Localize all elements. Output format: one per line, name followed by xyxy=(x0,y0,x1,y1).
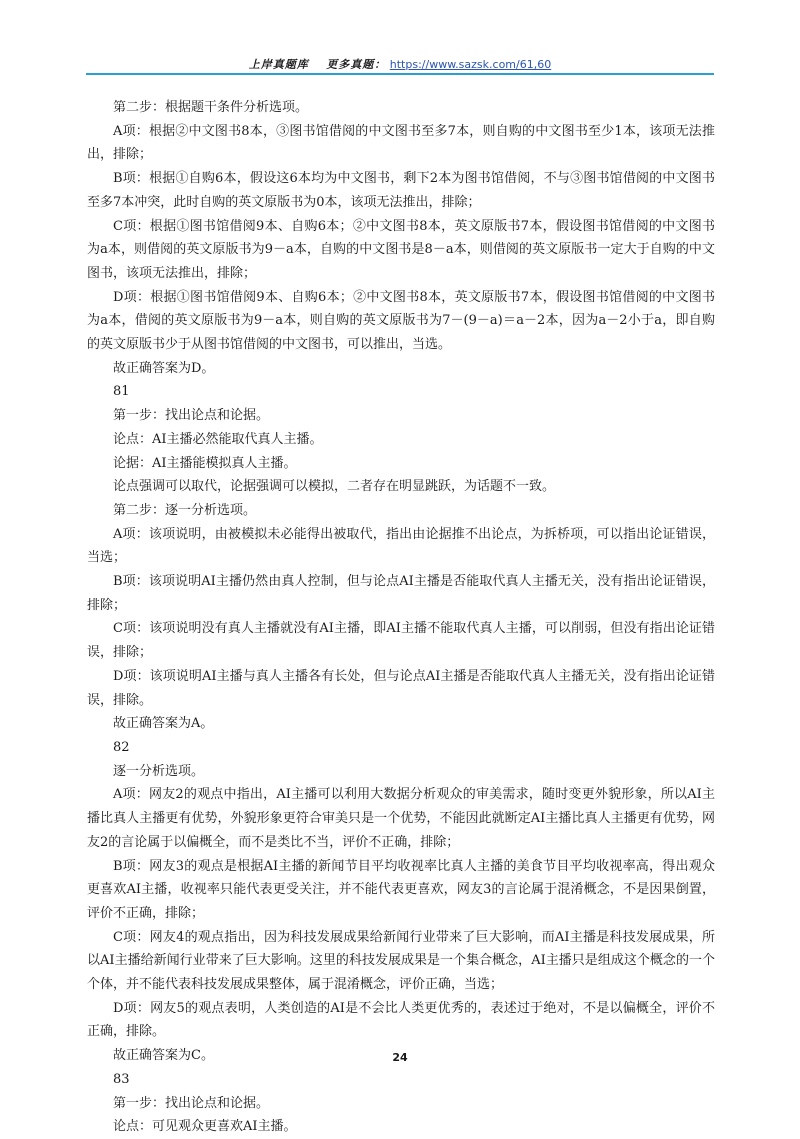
header-more-label: 更多真题： xyxy=(326,58,387,71)
paragraph: B项：根据①自购6本，假设这6本均为中文图书，剩下2本为图书馆借阅，不与③图书馆借阅的中文图书至多7本冲突，此时自购的英文原版书为0本，该项无法推出，排除； xyxy=(87,171,715,210)
paragraph: 第一步：找出论点和论据。 xyxy=(113,1095,270,1111)
paragraph: C项：根据①图书馆借阅9本、自购6本；②中文图书8本，英文原版书7本，假设图书馆借阅的中文图书为a本，则借阅的英文原版书为9－a本，自购的中文图书是8－a本，则借阅的英文原版书一定大于自购的中文图书，该项无法推出，排除； xyxy=(87,218,715,281)
paragraph: C项：该项说明没有真人主播就没有AI主播，即AI主播不能取代真人主播，可以削弱，但没有指出论证错误，排除； xyxy=(87,621,715,661)
paragraph: 论点：可见观众更喜欢AI主播。 xyxy=(113,1119,297,1135)
paragraph: A项：根据②中文图书8本，③图书馆借阅的中文图书至多7本，则自购的中文图书至少1本，该项无法推出，排除； xyxy=(87,123,715,163)
paragraph: 逐一分析选项。 xyxy=(113,763,205,779)
header-brand: 上岸真题库 xyxy=(248,58,309,71)
page-number: 24 xyxy=(392,1051,408,1064)
paragraph: B项：该项说明AI主播仍然由真人控制，但与论点AI主播是否能取代真人主播无关，没有指出论证错误，排除； xyxy=(87,574,715,613)
paragraph: D项：网友5的观点表明，人类创造的AI是不会比人类更优秀的，表述过于绝对，不是以偏概全，评价不正确，排除。 xyxy=(87,1000,715,1040)
paragraph: D项：根据①图书馆借阅9本、自购6本；②中文图书8本，英文原版书7本，假设图书馆借阅的中文图书为a本，借阅的英文原版书为9－a本，则自购的英文原版书为7－(9－a)＝a－2本，因为a－2小于a，即自购的英文原版书少于从图书馆借阅的中文图书，可以推出，当选。 xyxy=(87,289,715,353)
header-divider xyxy=(86,73,714,75)
paragraph: 论据：AI主播能模拟真人主播。 xyxy=(113,455,297,471)
paragraph: 论点：AI主播必然能取代真人主播。 xyxy=(113,431,323,447)
paragraph: A项：该项说明，由被模拟未必能得出被取代，指出由论据推不出论点，为拆桥项，可以指出论证错误，当选； xyxy=(87,526,715,566)
question-number: 83 xyxy=(113,1071,130,1087)
answer-line: 故正确答案为A。 xyxy=(113,716,214,732)
answer-line: 故正确答案为C。 xyxy=(113,1048,214,1064)
paragraph: 第二步：根据题干条件分析选项。 xyxy=(113,100,309,115)
header-url-link[interactable]: https://www.sazsk.com/61,60 xyxy=(389,58,552,71)
paragraph: 论点强调可以取代，论据强调可以模拟，二者存在明显跳跃，为话题不一致。 xyxy=(113,479,556,495)
paragraph: 第一步：找出论点和论据。 xyxy=(113,408,270,424)
paragraph: B项：网友3的观点是根据AI主播的新闻节目平均收视率比真人主播的美食节目平均收视率高，得出观众更喜欢AI主播，收视率只能代表更受关注，并不能代表更喜欢，网友3的言论属于混淆概念，不是因果倒置，评价不正确，排除； xyxy=(87,858,715,921)
paragraph: D项：该项说明AI主播与真人主播各有长处，但与论点AI主播是否能取代真人主播无关，没有指出论证错误，排除。 xyxy=(87,668,715,708)
paragraph: A项：网友2的观点中指出，AI主播可以利用大数据分析观众的审美需求，随时变更外貌形象，所以AI主播比真人主播更有优势，外貌形象更符合审美只是一个优势，不能因此就断定AI主播比真人主播更有优势，网友2的言论属于以偏概全，而不是类比不当，评价不正确，排除； xyxy=(87,787,715,850)
page-header xyxy=(0,58,800,72)
document-body xyxy=(87,96,715,1139)
paragraph: C项：网友4的观点指出，因为科技发展成果给新闻行业带来了巨大影响，而AI主播是科技发展成果，所以AI主播给新闻行业带来了巨大影响。这里的科技发展成果是一个集合概念，AI主播只是组成这个概念的一个个体，并不能代表科技发展成果整体，属于混淆概念，评价正确，当选； xyxy=(87,929,715,993)
paragraph: 第二步：逐一分析选项。 xyxy=(113,502,257,518)
question-number: 82 xyxy=(113,739,130,755)
answer-line: 故正确答案为D。 xyxy=(113,360,215,376)
question-number: 81 xyxy=(113,384,130,400)
